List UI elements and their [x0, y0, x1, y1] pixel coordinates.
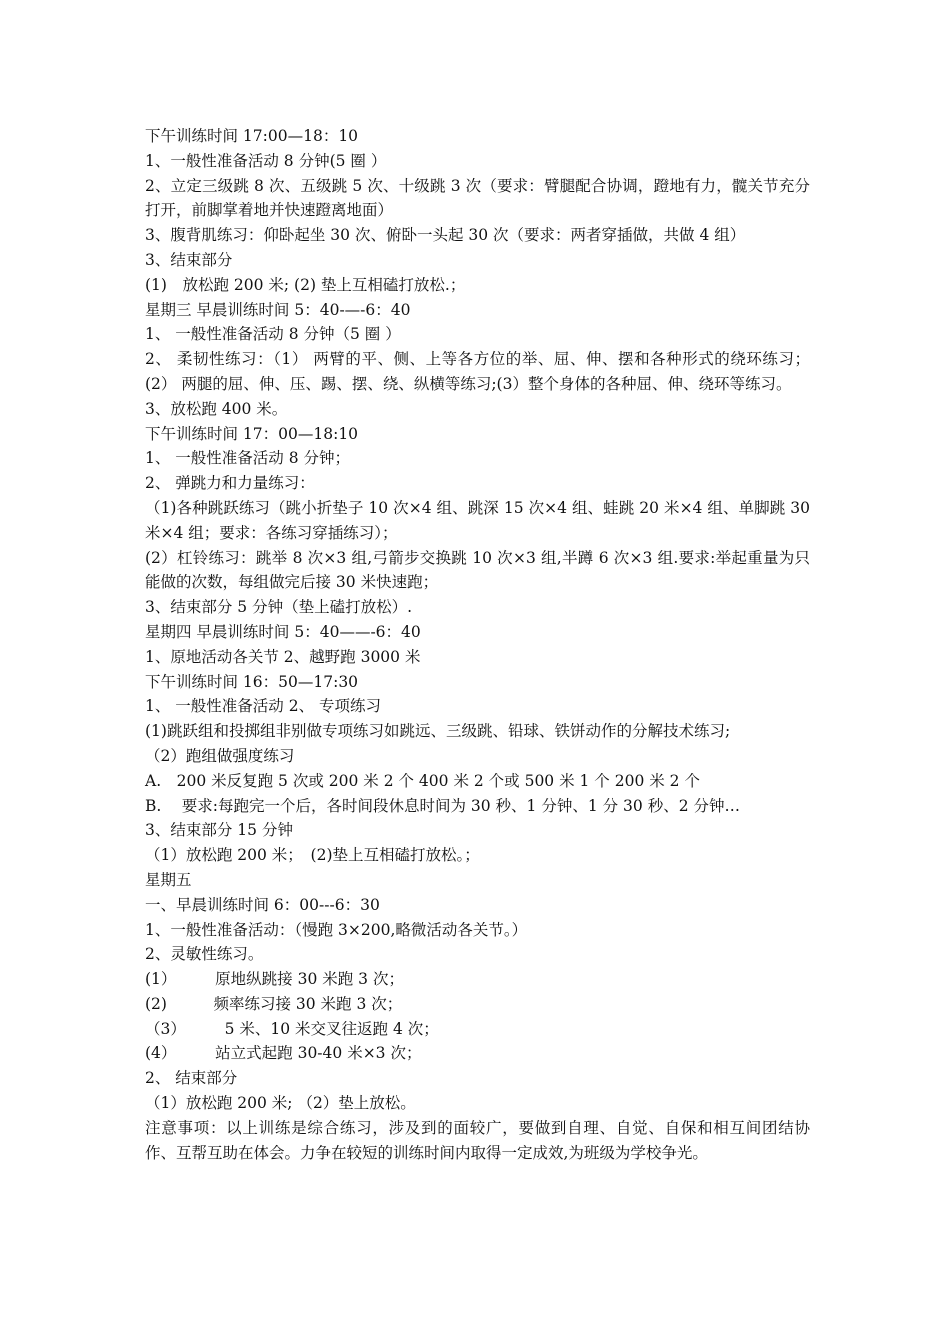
text-line: (1)跳跃组和投掷组非别做专项练习如跳远、三级跳、铅球、铁饼动作的分解技术练习; [145, 722, 731, 741]
text-line: 2、 结束部分 [145, 1069, 238, 1088]
text-line: 3、腹背肌练习：仰卧起坐 30 次、俯卧一头起 30 次（要求：两者穿插做，共做 4 组） [145, 226, 746, 245]
text-line: A. 200 米反复跑 5 次或 200 米 2 个 400 米 2 个或 500 米 1 个 200 米 2 个 [145, 771, 700, 790]
friday-heading: 星期五 [145, 870, 192, 889]
text-line: 1、 一般性准备活动 8 分钟； [145, 449, 351, 468]
thursday-heading: 星期四 早晨训练时间 5：40——-6：40 [145, 622, 421, 641]
text-line: （2）跑组做强度练习 [145, 746, 295, 765]
text-line: 3、放松跑 400 米。 [145, 399, 288, 418]
text-line: 3、结束部分 5 分钟（垫上磕打放松）. [145, 598, 413, 617]
text-line: 2、灵敏性练习。 [145, 945, 264, 964]
text-line: 1、原地活动各关节 2、越野跑 3000 米 [145, 647, 421, 666]
text-line: （1）放松跑 200 米； (2)垫上互相磕打放松。； [145, 846, 480, 865]
text-paragraph: (2）杠铃练习：跳举 8 次×3 组,弓箭步交换跳 10 次×3 组,半蹲 6 次×3 组.要求:举起重量为只能做的次数，每组做完后接 30 米快速跑； [145, 548, 810, 592]
text-line: 1、一般性准备活动：（慢跑 3×200,略微活动各关节。） [145, 920, 528, 939]
text-line: (4） 站立式起跑 30-40 米×3 次； [145, 1044, 422, 1063]
text-line: （1）放松跑 200 米; （2）垫上放松。 [145, 1094, 416, 1113]
text-line: 3、结束部分 [145, 250, 233, 269]
document-body [145, 124, 810, 1165]
text-line: 1、 一般性准备活动 8 分钟（5 圈 ） [145, 325, 401, 344]
text-line: 一、早晨训练时间 6：00---6：30 [145, 895, 380, 914]
text-line: （3） 5 米、10 米交叉往返跑 4 次； [145, 1019, 439, 1038]
text-line: B. 要求:每跑完一个后，各时间段休息时间为 30 秒、1 分钟、1 分 30 秒、2 分钟… [145, 796, 740, 815]
text-paragraph: 2、 柔韧性练习：（1） 两臂的平、侧、上等各方位的举、屈、伸、摆和各种形式的绕环练习；(2） 两腿的屈、伸、压、踢、摆、绕、纵横等练习;(3）整个身体的各种屈、伸、绕环等练习。 [145, 350, 810, 393]
notes-paragraph: 注意事项：以上训练是综合练习，涉及到的面较广，要做到自理、自觉、自保和相互间团结协作、互帮互助在体会。力争在较短的训练时间内取得一定成效,为班级为学校争光。 [145, 1118, 810, 1162]
text-line: 2、 弹跳力和力量练习： [145, 474, 315, 493]
text-line: 1、一般性准备活动 8 分钟(5 圈 ） [145, 151, 387, 170]
text-line: (2) 频率练习接 30 米跑 3 次； [145, 994, 403, 1013]
text-paragraph: （1)各种跳跃练习（跳小折垫子 10 次×4 组、跳深 15 次×4 组、蛙跳 20 米×4 组、单脚跳 30 米×4 组；要求：各练习穿插练习）； [145, 498, 810, 542]
text-paragraph: 2、立定三级跳 8 次、五级跳 5 次、十级跳 3 次（要求：臂腿配合协调，蹬地有力，髋关节充分打开，前脚掌着地并快速蹬离地面） [145, 176, 810, 220]
text-line: 3、结束部分 15 分钟 [145, 821, 293, 840]
text-line: 1、 一般性准备活动 2、 专项练习 [145, 697, 382, 716]
text-line: (1) 放松跑 200 米; (2) 垫上互相磕打放松.； [145, 275, 466, 294]
afternoon-time-heading: 下午训练时间 16：50—17:30 [145, 672, 359, 691]
wednesday-heading: 星期三 早晨训练时间 5：40-—-6：40 [145, 300, 411, 319]
text-line: (1） 原地纵跳接 30 米跑 3 次； [145, 970, 404, 989]
afternoon-time-heading: 下午训练时间 17:00—18：10 [145, 127, 359, 145]
afternoon-time-heading: 下午训练时间 17：00—18:10 [145, 424, 359, 443]
